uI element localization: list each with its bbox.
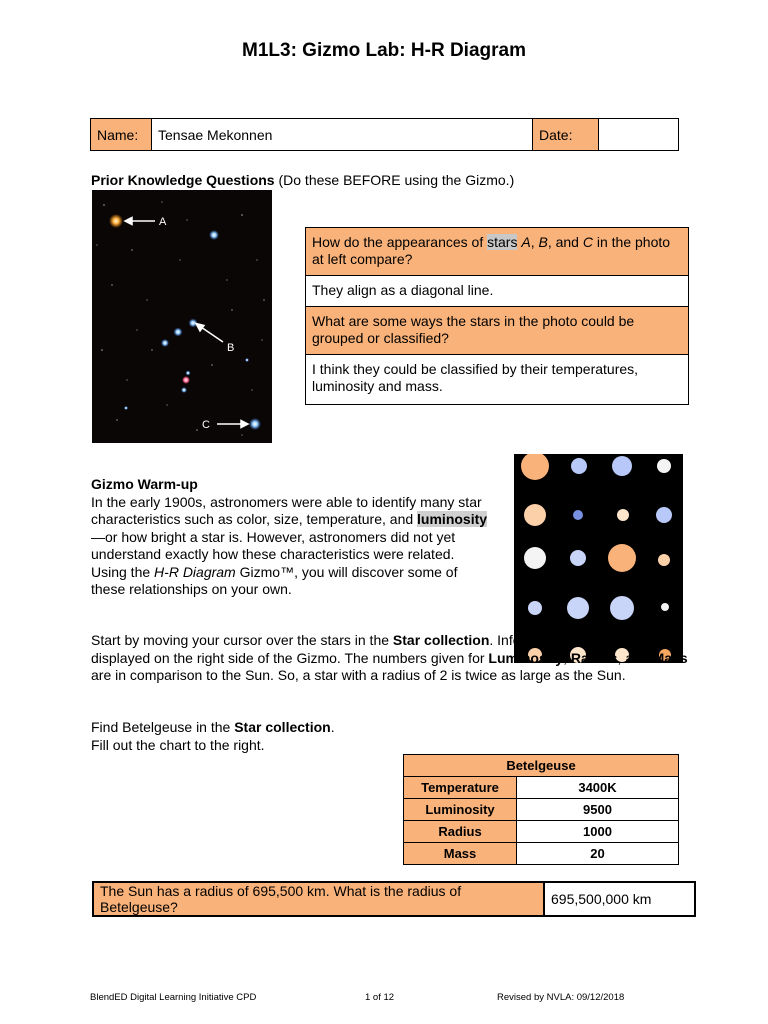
gizmo-warmup (91, 476, 491, 599)
q1-sep1: , (530, 234, 539, 250)
hr-diagram-term: H-R Diagram (154, 563, 236, 580)
prior-knowledge-table (305, 227, 689, 405)
warmup-p3: Gizmo™, you will discover some of these relationships on your own. (91, 563, 458, 597)
start-instructions (91, 632, 691, 685)
name-field[interactable]: Tensae Mekonnen (152, 119, 533, 151)
mass-value[interactable]: 20 (517, 843, 679, 865)
name-date-bar (90, 118, 679, 151)
betelgeuse-header: Betelgeuse (404, 755, 679, 777)
find-betelgeuse-instructions (91, 719, 491, 754)
find-t3: Fill out the chart to the right. (91, 736, 265, 753)
q1-text: How do the appearances of (312, 234, 488, 250)
temperature-value[interactable]: 3400K (517, 777, 679, 799)
row-label: Temperature (404, 777, 517, 799)
q1-post: in the photo at left compare? (312, 234, 671, 267)
prior-heading-bold: Prior Knowledge Questions (91, 172, 275, 188)
luminosity-term: luminosity (417, 511, 488, 527)
q1-highlight-stars: stars (487, 234, 518, 250)
footer-left: BlendED Digital Learning Initiative CPD (90, 992, 257, 1003)
warmup-p1: In the early 1900s, astronomers were able to identify many star characteristics such as color, size, temperature, and (91, 493, 482, 527)
find-t1: Find Betelgeuse in the (91, 719, 235, 735)
q1-star-a: A (521, 234, 531, 250)
row-label: Radius (404, 821, 517, 843)
radius-value[interactable]: 1000 (517, 821, 679, 843)
name-label: Name: (91, 119, 152, 151)
star-collection-term: Star collection (392, 632, 490, 648)
find-star-collection: Star collection (234, 719, 331, 735)
find-t2: . (330, 719, 335, 735)
start-t3: , (563, 649, 571, 666)
sun-question: The Sun has a radius of 695,500 km. What is the radius of Betelgeuse? (93, 882, 544, 916)
start-t5: are in comparison to the Sun. So, a star with a radius of 2 is twice as large as the Sun. (91, 667, 626, 683)
warmup-heading: Gizmo Warm-up (91, 476, 198, 492)
photo-label-c: C (202, 419, 210, 431)
orion-star-photo (92, 190, 272, 443)
photo-label-b: B (227, 342, 235, 354)
photo-label-a: A (159, 216, 167, 228)
star-photo-svg (92, 190, 272, 443)
start-t4: , and (617, 649, 653, 666)
date-label: Date: (533, 119, 599, 151)
question-1 (306, 228, 689, 276)
question-2: What are some ways the stars in the photo could be grouped or classified? (306, 307, 689, 355)
date-field[interactable] (599, 119, 679, 151)
start-t2: . Information about each star is displayed on the right side of the Gizmo. The numbers given for (91, 632, 682, 666)
row-label: Luminosity (404, 799, 517, 821)
radius-bold: Radius (570, 649, 618, 666)
luminosity-value[interactable]: 9500 (517, 799, 679, 821)
sun-radius-question (92, 881, 696, 917)
footer-revised: Revised by NVLA: 09/12/2018 (497, 992, 625, 1003)
prior-knowledge-heading (91, 172, 514, 188)
start-t1: Start by moving your cursor over the stars in the (91, 632, 393, 648)
betelgeuse-table (403, 754, 679, 865)
sun-answer[interactable]: 695,500,000 km (544, 882, 695, 916)
q1-star-b: B (538, 234, 548, 250)
page-title: M1L3: Gizmo Lab: H-R Diagram (242, 40, 526, 61)
q1-sep2: , and (547, 234, 583, 250)
luminosity-bold: Luminosity (488, 649, 564, 666)
footer-page-number: 1 of 12 (365, 992, 395, 1003)
warmup-p2: —or how bright a star is. However, astronomers did not yet understand exactly how these characteristics were related. Using the (91, 528, 456, 580)
answer-1[interactable]: They align as a diagonal line. (306, 276, 689, 307)
row-label: Mass (404, 843, 517, 865)
prior-note: (Do these BEFORE using the Gizmo.) (274, 172, 515, 188)
mass-bold: Mass (652, 649, 688, 666)
answer-2[interactable]: I think they could be classified by their temperatures, luminosity and mass. (306, 355, 689, 405)
q1-star-c: C (582, 234, 593, 250)
